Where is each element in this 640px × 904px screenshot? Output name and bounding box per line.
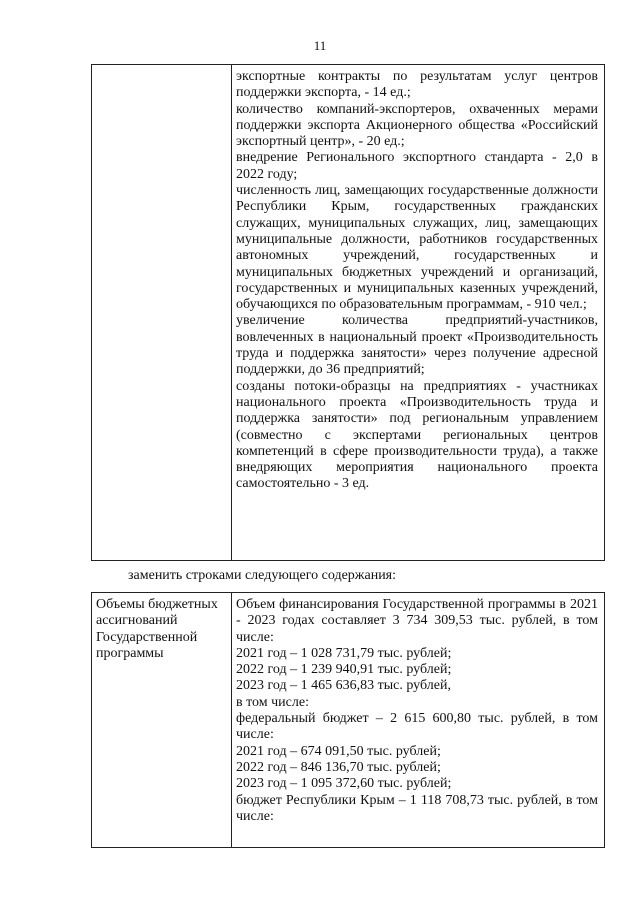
budget-crimea: бюджет Республики Крым – 1 118 708,73 тыс. рублей, в том числе: xyxy=(236,792,598,824)
budget-label: Объемы бюджетных ассигнований Государственной программы xyxy=(96,597,218,661)
continued-table xyxy=(91,64,605,561)
indicator-exporter-companies: количество компаний-экспортеров, охваченных мерами поддержки экспорта Акционерного общества «Российский экспортный центр», - 20 ед.; xyxy=(236,101,598,150)
indicator-export-contracts: экспортные контракты по результатам услуг центров поддержки экспорта, - 14 ед.; xyxy=(236,69,598,101)
table-row xyxy=(92,593,605,848)
budget-2023-total: 2023 год – 1 465 636,83 тыс. рублей, xyxy=(236,678,451,694)
indicator-participating-enterprises: увеличение количества предприятий-участников, вовлеченных в национальный проект «Производительность труда и поддержка занятости» через получение адресной поддержки, до 36 предприятий; xyxy=(236,313,598,378)
budget-total: Объем финансирования Государственной программы в 2021 - 2023 годах составляет 3 734 309,53 тыс. рублей, в том числе: xyxy=(236,597,598,645)
budget-2021-total: 2021 год – 1 028 731,79 тыс. рублей; xyxy=(236,645,452,661)
indicator-trained-staff: численность лиц, замещающих государственные должности Республики Крым, государственных гражданских служащих, муниципальных служащих, лиц, замещающих муниципальные должности, работников государственных автономных учреждений, государственных и муниципальных бюджетных учреждений и организаций, государственных и муниципальных казенных учреждений, обучающихся по образовательным программам, - 910 чел.; xyxy=(236,183,598,313)
table-cell-left-empty xyxy=(92,65,232,561)
table-cell-budget-details xyxy=(232,593,605,848)
indicator-export-standard: внедрение Регионального экспортного стандарта - 2,0 в 2022 году; xyxy=(236,150,598,182)
table-cell-budget-label xyxy=(92,593,232,848)
table-row xyxy=(92,65,605,561)
budget-2022-total: 2022 год – 1 239 940,91 тыс. рублей; xyxy=(236,662,452,678)
budget-federal-2021: 2021 год – 674 091,50 тыс. рублей; xyxy=(236,743,441,759)
budget-federal-2022: 2022 год – 846 136,70 тыс. рублей; xyxy=(236,759,441,775)
budget-table xyxy=(91,592,605,848)
replace-instruction: заменить строками следующего содержания: xyxy=(128,568,397,583)
budget-federal: федеральный бюджет – 2 615 600,80 тыс. рублей, в том числе: xyxy=(236,711,598,743)
budget-including-1: в том числе: xyxy=(236,694,309,710)
indicator-sample-flows: созданы потоки-образцы на предприятиях - участниках национального проекта «Производительность труда и поддержка занятости» под региональным управлением (совместно с экспертами региональных центров компетенций в сфере производительности труда), а также внедряющих мероприятия национального проекта самостоятельно - 3 ед. xyxy=(236,378,598,492)
page-number: 11 xyxy=(313,38,327,53)
table-cell-indicators xyxy=(232,65,605,561)
budget-federal-2023: 2023 год – 1 095 372,60 тыс. рублей; xyxy=(236,776,452,792)
